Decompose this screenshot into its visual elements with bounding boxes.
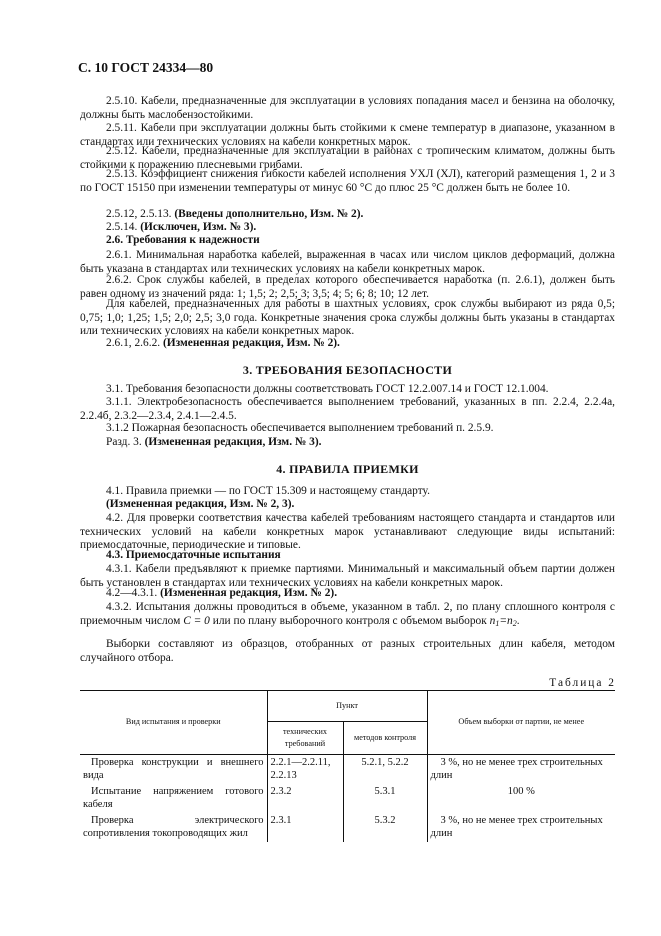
- section-3-title: 3. ТРЕБОВАНИЯ БЕЗОПАСНОСТИ: [242, 363, 453, 377]
- table-2: [80, 690, 615, 842]
- clause-2-5-11: 2.5.11. Кабели при эксплуатации должны быть стойкими к смене температур в диапазоне, указанном в стандартах или технических условиях на кабели конкретных марок.: [80, 122, 615, 148]
- amendment-4-1: (Измененная редакция, Изм. № 2, 3).: [106, 498, 295, 510]
- cell-test: Испытание напряжением готового кабеля: [83, 786, 264, 810]
- header-test-type: Вид испытания и проверки: [80, 691, 267, 755]
- clause-3-1-1: 3.1.1. Электробезопасность обеспечивается выполнением требований, указанных в пп. 2.2.4, 2.2.4а, 2.2.4б, 2.3.2—2.3.4, 2.4.1—2.4.5.: [80, 396, 615, 422]
- amendment-4-3-1: [80, 587, 615, 601]
- table-row: [80, 784, 615, 813]
- table-caption: Таблица 2: [549, 677, 616, 689]
- clause-ref: 2.5.14.: [106, 221, 138, 233]
- clause-2-6-2-mine: Для кабелей, предназначенных для работы в шахтных условиях, срок службы выбирают из ряда 0,5; 0,75; 1,0; 1,25; 1,5; 2,0; 2,5; 3,0 года. Конкретные значения срока службы должны быть указаны в стандартах или технических условиях на кабели конкретных марок.: [80, 298, 615, 338]
- clause-2-5-14: [80, 221, 615, 235]
- cell-method: 5.2.1, 5.2.2: [343, 755, 427, 785]
- clause-3-1: 3.1. Требования безопасности должны соответствовать ГОСТ 12.2.007.14 и ГОСТ 12.1.004.: [106, 383, 549, 395]
- cell-tech: 2.2.1—2.2.11, 2.2.13: [267, 755, 343, 785]
- page-header: С. 10 ГОСТ 24334—80: [78, 60, 214, 75]
- formula-acceptance-number: С = 0: [183, 614, 210, 627]
- amendment-note: (Измененная редакция, Изм. № 3).: [144, 436, 322, 448]
- amendment-note: (Введены дополнительно, Изм. № 2).: [174, 208, 364, 220]
- cell-volume: 3 %, но не менее трех строительных длин: [427, 755, 615, 785]
- clause-4-1: 4.1. Правила приемки — по ГОСТ 15.309 и настоящему стандарту.: [106, 485, 430, 497]
- table-row: [80, 755, 615, 785]
- header-control-methods: методов контроля: [343, 722, 427, 755]
- cell-volume: 100 %: [427, 784, 615, 813]
- clause-4-3-1: 4.3.1. Кабели предъявляют к приемке партиями. Минимальный и максимальный объем партии должен быть установлен в стандартах или технических условиях на кабели конкретных марок.: [80, 563, 615, 589]
- amendment-ref: 2.5.12, 2.5.13.: [106, 208, 172, 220]
- header-tech-requirements: технических требований: [267, 722, 343, 755]
- formula-sample-size: $n_1=n_2$: [489, 614, 517, 628]
- cell-method: 5.3.2: [343, 813, 427, 842]
- cell-test: Проверка конструкции и внешнего вида: [83, 757, 264, 781]
- section-2-6-title: 2.6. Требования к надежности: [106, 234, 260, 246]
- amendment-note: (Измененная редакция, Изм. № 2).: [160, 587, 338, 599]
- amendment-2-6: [80, 337, 615, 351]
- clause-3-1-2: 3.1.2 Пожарная безопасность обеспечивается выполнением требований п. 2.5.9.: [106, 422, 494, 434]
- cell-method: 5.3.1: [343, 784, 427, 813]
- header-sample-volume: Объем выборки от партии, не менее: [427, 691, 615, 755]
- clause-2-5-10: 2.5.10. Кабели, предназначенные для эксплуатации в условиях попадания масел и бензина на оболочку, должны быть маслобензостойкими.: [80, 95, 615, 121]
- clause-4-2: 4.2. Для проверки соответствия качества кабелей требованиям настоящего стандарта и стандартов или технических условий на кабели конкретных марок устанавливают следующие виды испытаний: приемосдаточные, периодические и типовые.: [80, 512, 615, 552]
- amendment-note: (Измененная редакция, Изм. № 2).: [162, 337, 340, 349]
- cell-tech: 2.3.2: [267, 784, 343, 813]
- section-4-3-title: 4.3. Приемосдаточные испытания: [106, 549, 281, 561]
- clause-2-6-2: 2.6.2. Срок службы кабелей, в пределах которого обеспечивается наработка (п. 2.6.1), должен быть равен одному из значений ряда: 1; 1,5; 2; 2,5; 3; 3,5; 4; 5; 6; 8; 10; 12 лет.: [80, 274, 615, 300]
- amendment-ref: 2.6.1, 2.6.2.: [106, 337, 161, 349]
- amendment-ref: 4.2—4.3.1.: [106, 587, 158, 599]
- clause-4-3-2: 4.3.2. Испытания должны проводиться в объеме, указанном в табл. 2, по плану сплошного контроля с приемочным числом С = 0 или по плану выборочного контроля с объемом выборок $n_1=n_2$.: [80, 601, 615, 628]
- clause-2-5-12: 2.5.12. Кабели, предназначенные для эксплуатации в районах с тропическим климатом, должны быть стойкими к поражению плесневыми грибами.: [80, 145, 615, 171]
- amendment-section-3: [80, 436, 615, 450]
- table-row: [80, 813, 615, 842]
- cell-tech: 2.3.1: [267, 813, 343, 842]
- header-clause: Пункт: [267, 691, 427, 722]
- clause-2-6-1: 2.6.1. Минимальная наработка кабелей, выраженная в часах или числом циклов деформаций, должна быть указана в стандартах или технических условиях на кабели конкретных марок.: [80, 249, 615, 275]
- amendment-2-5-12: [80, 208, 615, 222]
- amendment-ref: Разд. 3.: [106, 436, 142, 448]
- cell-volume: 3 %, но не менее трех строительных длин: [427, 813, 615, 842]
- cell-test: Проверка электрического сопротивления токопроводящих жил: [83, 815, 264, 839]
- clause-4-3-2-sampling: Выборки составляют из образцов, отобранных от разных строительных длин кабеля, методом случайного отбора.: [80, 638, 615, 664]
- section-4-title: 4. ПРАВИЛА ПРИЕМКИ: [276, 462, 419, 476]
- amendment-note: (Исключен, Изм. № 3).: [140, 221, 257, 233]
- clause-2-5-13: 2.5.13. Коэффициент снижения гибкости кабелей исполнения УХЛ (ХЛ), категорий размещения 1, 2 и 3 по ГОСТ 15150 при изменении температуры от минус 60 °С до плюс 25 °С должен быть не более 10.: [80, 168, 615, 194]
